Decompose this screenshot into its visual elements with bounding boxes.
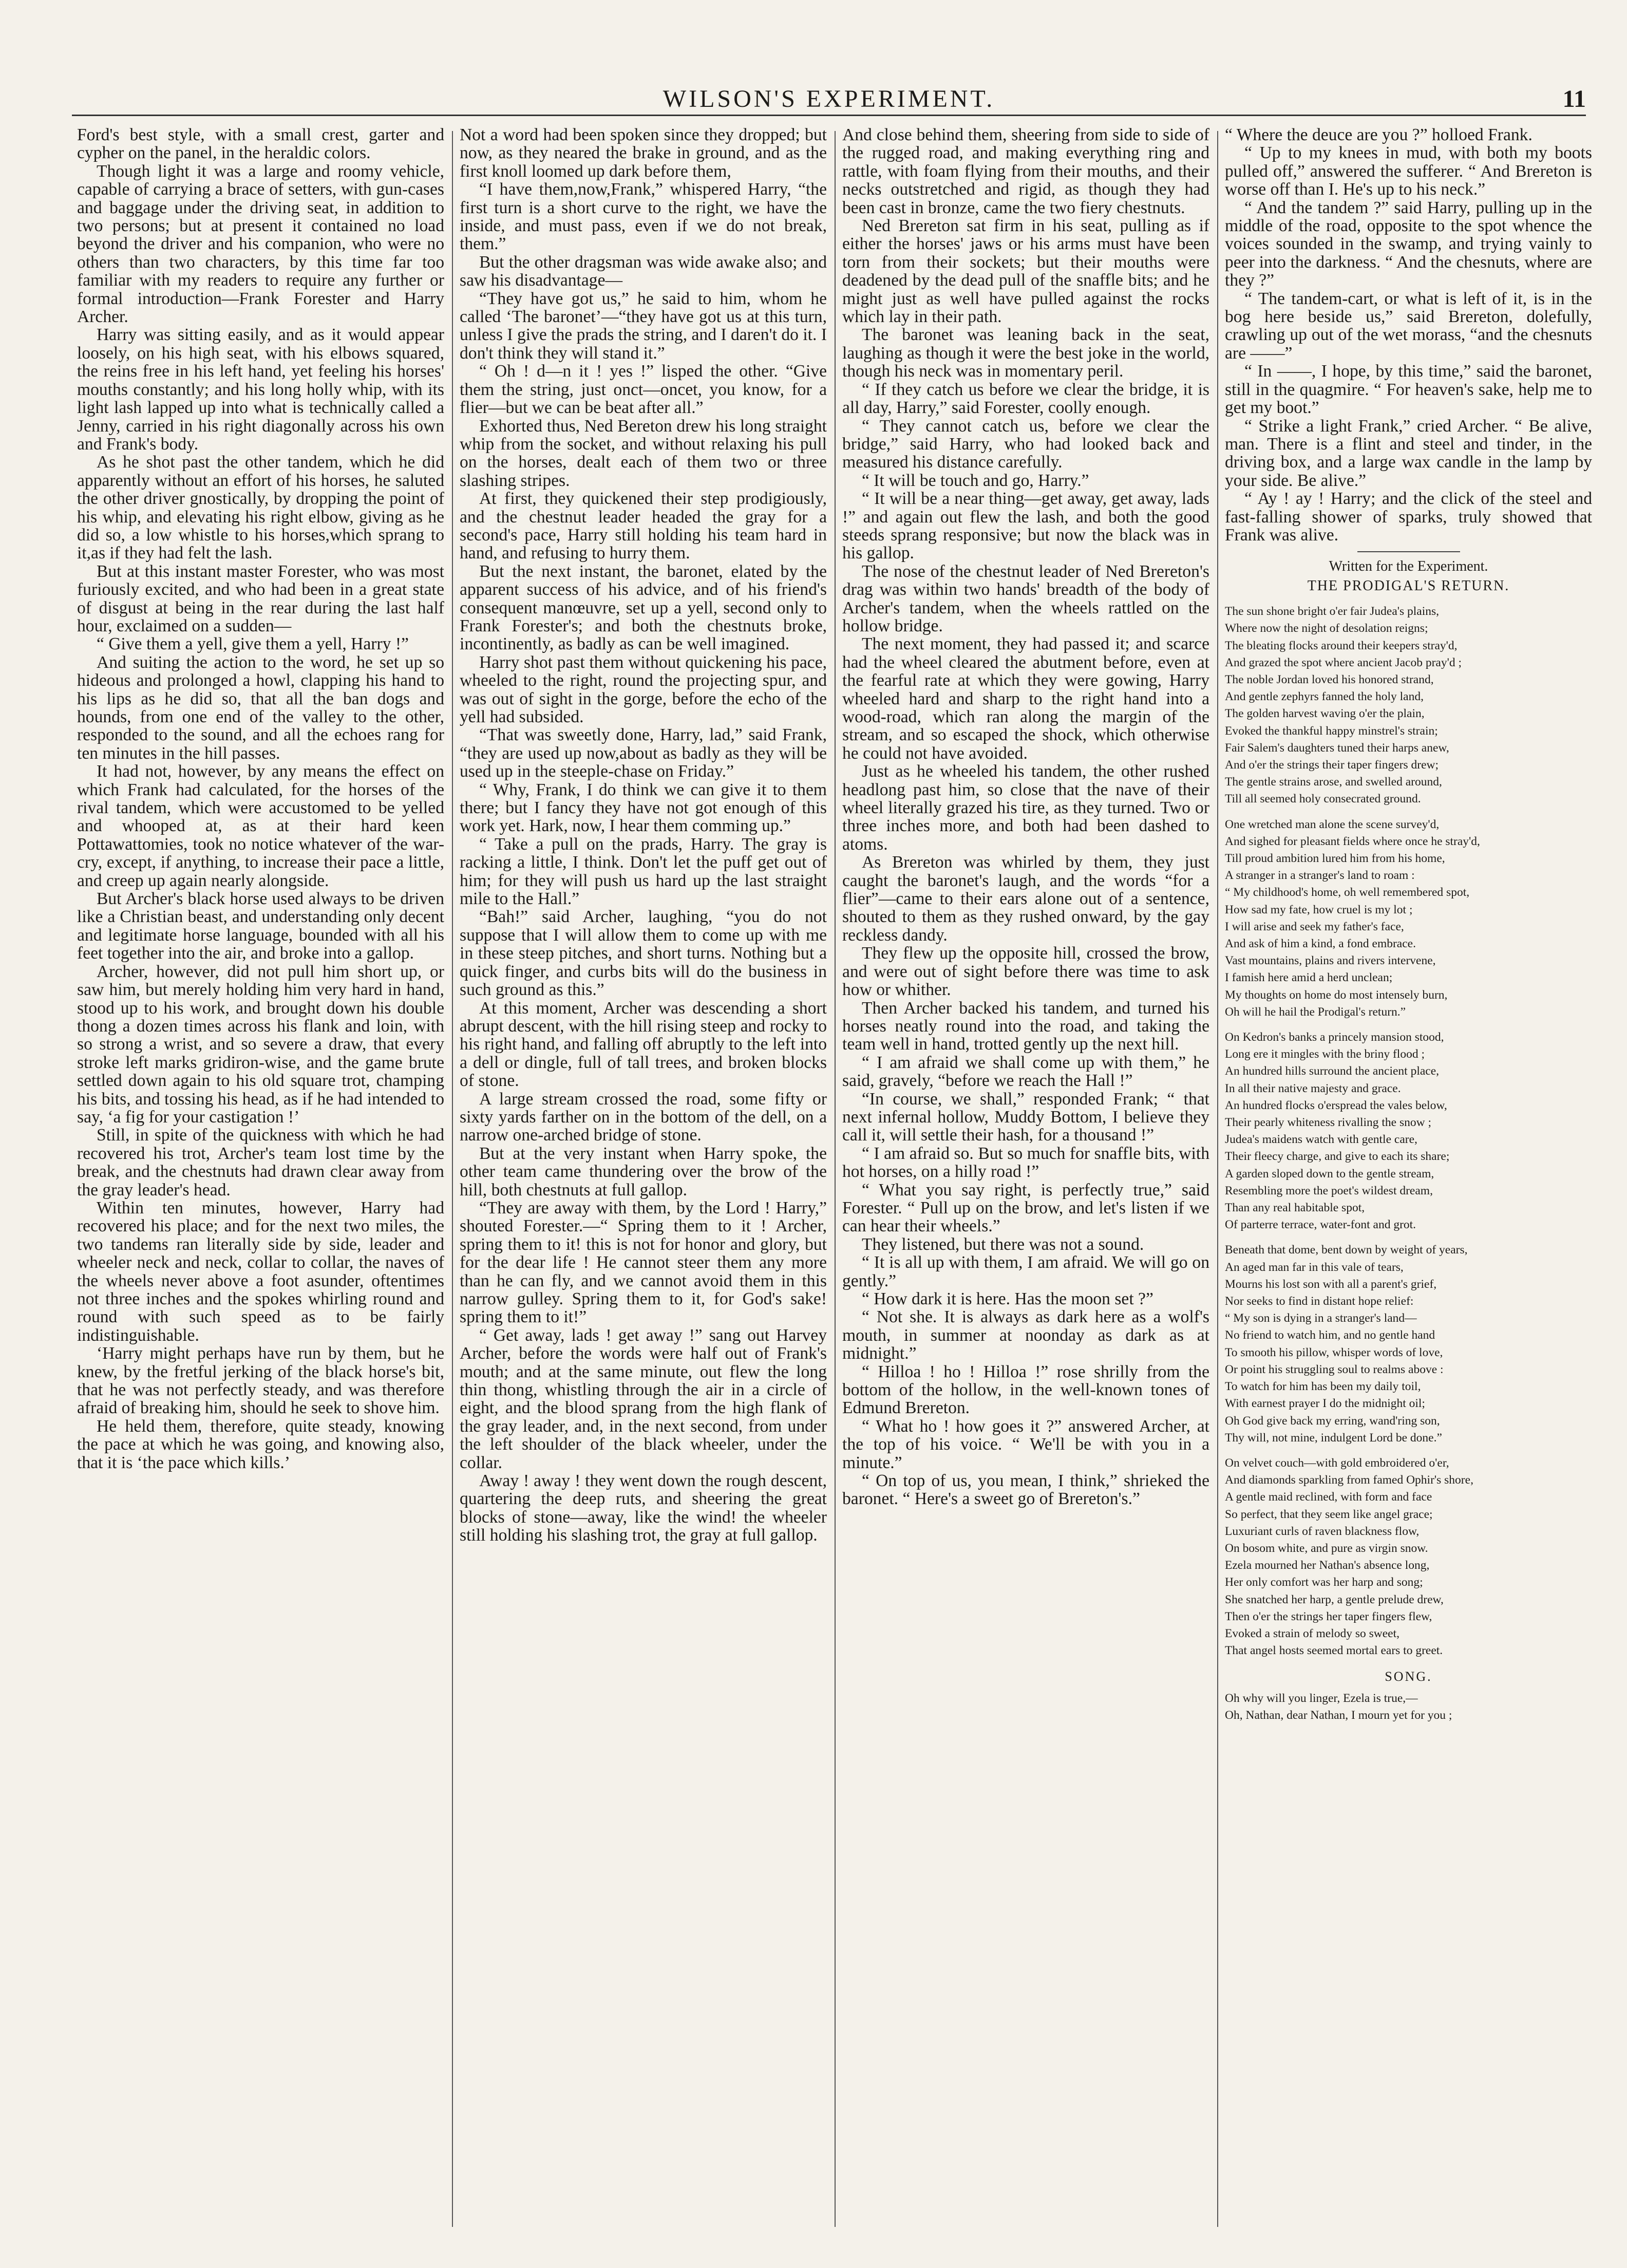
poem-line: On Kedron's banks a princely mansion stood, xyxy=(1225,1030,1444,1044)
paragraph: Away ! away ! they went down the rough descent, quartering the deep ruts, and sheering the great blocks of stone—away, like the wind! the wheeler still holding his slashing trot, the gray at full gallop. xyxy=(460,1471,827,1545)
paragraph: Harry shot past them without quickening his pace, wheeled to the right, round the projecting spur, and was out of sight in the gorge, before the echo of the yell had subsided. xyxy=(460,652,827,726)
paragraph: “ Hilloa ! ho ! Hilloa !” rose shrilly from the bottom of the hollow, in the well-known tones of Edmund Brereton. xyxy=(842,1362,1209,1418)
paragraph: “ Get away, lads ! get away !” sang out Harvey Archer, before the words were half out of Frank's mouth; and at the same minute, out flew the long thin thong, whistling through the air in a circle of eight, and the blood sprang from the high flank of the gray leader, and, in the next second, from under the left shoulder of the black wheeler, under the collar. xyxy=(460,1325,827,1472)
paragraph: “ Strike a light Frank,” cried Archer. “ Be alive, man. There is a flint and steel and tinder, in the driving box, and a large wax candle in the lamp by your side. Be alive.” xyxy=(1225,416,1592,490)
paragraph: “ On top of us, you mean, I think,” shrieked the baronet. “ Here's a sweet go of Brereton's.” xyxy=(842,1471,1209,1509)
paragraph: Not a word had been spoken since they dropped; but now, as they neared the brake in ground, and as the first knoll loomed up dark before them, xyxy=(460,126,827,181)
poem-line: That angel hosts seemed mortal ears to greet. xyxy=(1225,1644,1443,1658)
poem-stanza xyxy=(1225,816,1592,1021)
paragraph: As he shot past the other tandem, which he did apparently without an effort of his horses, he saluted the other driver gnostically, by dropping the point of his whip, and elevating his right elbow, giving as he did so, a low whistle to his horses,which sprang to it,as if they had felt the lash. xyxy=(77,453,444,563)
poem-line: Evoked a strain of melody so sweet, xyxy=(1225,1626,1400,1640)
poem-line: And grazed the spot where ancient Jacob pray'd ; xyxy=(1225,655,1462,669)
poem-line: And gentle zephyrs fanned the holy land, xyxy=(1225,690,1424,704)
poem-line: “ My son is dying in a stranger's land— xyxy=(1225,1311,1417,1325)
paragraph: “ I am afraid we shall come up with them,” he said, gravely, “before we reach the Hall !” xyxy=(842,1053,1209,1091)
poem-line: “ My childhood's home, oh well remembered spot, xyxy=(1225,886,1470,899)
poem-line: Nor seeks to find in distant hope relief: xyxy=(1225,1295,1414,1308)
poem-line: And o'er the strings their taper fingers drew; xyxy=(1225,758,1439,772)
poem-line: In all their native majesty and grace. xyxy=(1225,1081,1401,1095)
poem-line: One wretched man alone the scene survey'd, xyxy=(1225,817,1440,831)
paragraph: The baronet was leaning back in the seat, laughing as though it were the best joke in the world, though his neck was in momentary peril. xyxy=(842,325,1209,381)
column-3 xyxy=(842,126,1209,2232)
paragraph: “Bah!” said Archer, laughing, “you do not suppose that I will allow them to come up with me in these steep pitches, and short turns. Nothing but a quick finger, and curbs bits will do the business in such ground as this.” xyxy=(460,907,827,1000)
poem-line: Where now the night of desolation reigns; xyxy=(1225,622,1428,635)
paragraph: “ It is all up with them, I am afraid. We will go on gently.” xyxy=(842,1253,1209,1290)
poem-line: Than any real habitable spot, xyxy=(1225,1201,1365,1215)
poem-line: With earnest prayer I do the midnight oil; xyxy=(1225,1397,1425,1411)
paragraph: Exhorted thus, Ned Bereton drew his long straight whip from the socket, and without relaxing his pull on the horses, dealt each of them two or three slashing stripes. xyxy=(460,416,827,490)
paragraph: Harry was sitting easily, and as it would appear loosely, on his high seat, with his elbows squared, the reins free in his left hand, yet feeling his horses' mouths constantly; and his long holly whip, with its light lash lapped up into what is technically called a Jenny, carried in his right diagonally across his own and Frank's body. xyxy=(77,325,444,454)
poem-line: The gentle strains arose, and swelled around, xyxy=(1225,775,1442,789)
poem-line: On velvet couch—with gold embroidered o'er, xyxy=(1225,1456,1449,1470)
paragraph: Archer, however, did not pull him short up, or saw him, but merely holding him very hard in hand, stood up to his work, and brought down his double thong a dozen times across his flank and loin, with so strong a wrist, and so severe a draw, that every stroke left marks gridiron-wise, and the game brute settled down again to his old square trot, champing his bits, and tossing his head, as if he had intended to say, ‘a fig for your castigation !’ xyxy=(77,962,444,1127)
song-line: Oh, Nathan, dear Nathan, I mourn yet for you ; xyxy=(1225,1708,1452,1722)
paragraph: “ Why, Frank, I do think we can give it to them there; but I fancy they have not got enough of this work yet. Hark, now, I hear them comming up.” xyxy=(460,780,827,836)
paragraph: Ned Brereton sat firm in his seat, pulling as if either the horses' jaws or his arms must have been torn from their sockets; but their mouths were deadened by the dead pull of the snaffle bits; and he might just as well have pulled against the rocks which lay in their path. xyxy=(842,216,1209,327)
paragraph: “ Where the deuce are you ?” holloed Frank. xyxy=(1225,126,1533,144)
poem-line: Fair Salem's daughters tuned their harps anew, xyxy=(1225,741,1449,755)
column-4 xyxy=(1225,126,1592,2232)
poem-line: Long ere it mingles with the briny flood ; xyxy=(1225,1047,1425,1061)
poem-line: So perfect, that they seem like angel grace; xyxy=(1225,1507,1433,1521)
paragraph: They flew up the opposite hill, crossed the brow, and were out of sight before there was time to ask how or whither. xyxy=(842,944,1209,1000)
poem-line: Evoked the thankful happy minstrel's strain; xyxy=(1225,724,1438,738)
paragraph: But Archer's black horse used always to be driven like a Christian beast, and understanding only decent and legitimate horse language, bounded with all his feet together into the air, and broke into a gallop. xyxy=(77,889,444,963)
poem-line: Oh God give back my erring, wand'ring son, xyxy=(1225,1414,1440,1428)
poem-line: And sighed for pleasant fields where once he stray'd, xyxy=(1225,834,1480,848)
paragraph: “ Give them a yell, give them a yell, Harry !” xyxy=(97,634,409,654)
poem-title: THE PRODIGAL'S RETURN. xyxy=(1307,577,1510,594)
paragraph: And close behind them, sheering from side to side of the rugged road, and making everything ring and rattle, with foam flying from their mouths, and their necks outstretched and rigid, as though they had been cast in bronze, came the two fiery chestnuts. xyxy=(842,126,1209,217)
paragraph: But the next instant, the baronet, elated by the apparent success of his advice, and of his friend's consequent manœuvre, set up a yell, second only to Frank Forester's; and both the chestnuts broke, incontinently, as badly as can be well imagined. xyxy=(460,561,827,654)
poem-line: A gentle maid reclined, with form and face xyxy=(1225,1490,1432,1504)
paragraph: At first, they quickened their step prodigiously, and the chestnut leader headed the gray for a second's pace, Harry still holding his team hard in hand, and refusing to hurry them. xyxy=(460,489,827,563)
page-number: 11 xyxy=(1562,85,1586,113)
section-rule xyxy=(1357,551,1460,552)
poem-line: Beneath that dome, bent down by weight of years, xyxy=(1225,1243,1468,1257)
poem-line: An hundred hills surround the ancient place, xyxy=(1225,1064,1440,1078)
paragraph: “They have got us,” he said to him, whom he called ‘The baronet’—“they have got us at this turn, unless I give the prads the string, and I daren't do it. I don't think they will stand it.” xyxy=(460,289,827,363)
poem-line: My thoughts on home do most intensely burn, xyxy=(1225,988,1448,1002)
poem-line: Judea's maidens watch with gentle care, xyxy=(1225,1133,1417,1147)
poem-line: Of parterre terrace, water-font and grot. xyxy=(1225,1218,1416,1232)
poem-credit: Written for the Experiment. xyxy=(1329,558,1488,575)
paragraph: They listened, but there was not a sound. xyxy=(862,1234,1144,1254)
paragraph: “ In ——, I hope, by this time,” said the baronet, still in the quagmire. “ For heaven's sake, help me to get my boot.” xyxy=(1225,362,1592,418)
text-columns xyxy=(77,126,1592,2232)
poem-body xyxy=(1225,603,1592,1659)
poem-line: Their fleecy charge, and give to each its share; xyxy=(1225,1150,1450,1164)
song-line: Oh why will you linger, Ezela is true,— xyxy=(1225,1691,1418,1705)
paragraph: And suiting the action to the word, he set up so hideous and prolonged a howl, clapping his hand to his lips as he did so, that all the ban dogs and hounds, from one end of the valley to the other, responded to the sound, and all the echoes rang for ten minutes in the hill passes. xyxy=(77,652,444,763)
poem-line: I will arise and seek my father's face, xyxy=(1225,920,1404,933)
column-divider xyxy=(1217,131,1218,2227)
poem-line: Or point his struggling soul to realms above : xyxy=(1225,1362,1444,1376)
paragraph: At this moment, Archer was descending a short abrupt descent, with the hill rising steep and rocky to his right hand, and falling off abruptly to the left into a dell or dingle, full of tall trees, and broken blocks of stone. xyxy=(460,998,827,1091)
story-continuation xyxy=(1225,126,1592,544)
poem-stanza xyxy=(1225,1455,1592,1659)
paragraph: “ It will be a near thing—get away, get away, lads !” and again out flew the lash, and both the good steeds sprang responsive; but now the black was in his gallop. xyxy=(842,489,1209,563)
poem-line: Their pearly whiteness rivalling the snow ; xyxy=(1225,1116,1432,1130)
paragraph: A large stream crossed the road, some fifty or sixty yards farther on in the bottom of the dell, on a narrow one-arched bridge of stone. xyxy=(460,1089,827,1145)
paragraph: “ Not she. It is always as dark here as a wolf's mouth, in summer at noonday as dark as at midnight.” xyxy=(842,1307,1209,1363)
song-title: SONG. xyxy=(1385,1669,1432,1684)
poem-line: On bosom white, and pure as virgin snow. xyxy=(1225,1541,1428,1555)
poem-line: How sad my fate, how cruel is my lot ; xyxy=(1225,903,1413,916)
paragraph: “ And the tandem ?” said Harry, pulling up in the middle of the road, opposite to the spot whence the voices sounded in the swamp, and trying vainly to peer into the darkness. “ And the chesnuts, where are they ?” xyxy=(1225,198,1592,290)
paragraph: He held them, therefore, quite steady, knowing the pace at which he was going, and knowing also, that it is ‘the pace which kills.’ xyxy=(77,1416,444,1472)
poem-line: Resembling more the poet's wildest dream, xyxy=(1225,1184,1433,1197)
poem-line: And diamonds sparkling from famed Ophir's shore, xyxy=(1225,1473,1473,1487)
paragraph: “ Ay ! ay ! Harry; and the click of the steel and fast-falling shower of sparks, truly showed that Frank was alive. xyxy=(1225,489,1592,545)
poem-line: No friend to watch him, and no gentle hand xyxy=(1225,1328,1435,1342)
paragraph: But the other dragsman was wide awake also; and saw his disadvantage— xyxy=(460,252,827,290)
poem-stanza xyxy=(1225,603,1592,808)
paragraph: “That was sweetly done, Harry, lad,” said Frank, “they are used up now,about as badly as they will be used up in the steeple-chase on Friday.” xyxy=(460,725,827,781)
paragraph: But at the very instant when Harry spoke, the other team came thundering over the brow of the hill, both chestnuts at full gallop. xyxy=(460,1144,827,1199)
poem-line: A garden sloped down to the gentle stream, xyxy=(1225,1167,1434,1180)
paragraph: The next moment, they had passed it; and scarce had the wheel cleared the abutment before, even at the fearful rate at which they were gowing, Harry wheeled hard and sharp to the right hand into a wood-road, which ran along the margin of the stream, and so escaped the shock, which otherwise he could not have avoided. xyxy=(842,634,1209,763)
column-divider xyxy=(835,131,836,2227)
poem-line: The noble Jordan loved his honored strand, xyxy=(1225,672,1434,686)
paragraph: The nose of the chestnut leader of Ned Brereton's drag was within two hands' breadth of the body of Archer's tandem, when the wheels rattled on the hollow bridge. xyxy=(842,561,1209,635)
paragraph: ‘Harry might perhaps have run by them, but he knew, by the fretful jerking of the black horse's bit, that he was not perfectly steady, and was therefore afraid of breaking him, should he seek to shove him. xyxy=(77,1344,444,1418)
poem-line: Till proud ambition lured him from his home, xyxy=(1225,852,1445,865)
paragraph: “ Take a pull on the prads, Harry. The gray is racking a little, I think. Don't let the puff get out of him; for they will push us hard up the last straight mile to the Hall.” xyxy=(460,834,827,909)
paragraph: “ What you say right, is perfectly true,” said Forester. “ Pull up on the brow, and let's listen if we can hear their wheels.” xyxy=(842,1180,1209,1236)
poem-line: And ask of him a kind, a fond embrace. xyxy=(1225,937,1416,951)
paragraph: Though light it was a large and roomy vehicle, capable of carrying a brace of setters, with gun-cases and baggage under the driving seat, in addition to two persons; but at present it contained no load beyond the driver and his companion, who were no others than two characters, by this time far too familiar with my readers to require any further or formal introduction—Frank Forester and Harry Archer. xyxy=(77,161,444,327)
paragraph: “ It will be touch and go, Harry.” xyxy=(862,471,1089,490)
poem-line: Ezela mourned her Nathan's absence long, xyxy=(1225,1559,1430,1572)
poem-line: Her only comfort was her harp and song; xyxy=(1225,1576,1423,1589)
paragraph: Then Archer backed his tandem, and turned his horses neatly round into the road, and taking the team well in hand, trotted gently up the next hill. xyxy=(842,998,1209,1054)
poem-line: To smooth his pillow, whisper words of love, xyxy=(1225,1345,1443,1359)
poem-line: An aged man far in this vale of tears, xyxy=(1225,1260,1404,1274)
paragraph: “ Oh ! d—n it ! yes !” lisped the other. “Give them the string, just onct—oncet, you know, for a flier—but we can be beat after all.” xyxy=(460,362,827,418)
running-title: WILSON'S EXPERIMENT. xyxy=(663,85,995,113)
poem-line: A stranger in a stranger's land to roam : xyxy=(1225,869,1415,883)
paragraph: “ They cannot catch us, before we clear the bridge,” said Harry, who had looked back and measured his distance carefully. xyxy=(842,416,1209,472)
page-header xyxy=(72,85,1586,121)
paragraph: Ford's best style, with a small crest, garter and cypher on the panel, in the heraldic colors. xyxy=(77,126,444,163)
paragraph: As Brereton was whirled by them, they just caught the baronet's laugh, and the words “for a flier”—came to their ears alone out of a sentence, shouted to them as they rushed onward, by the gay reckless dandy. xyxy=(842,853,1209,945)
column-1 xyxy=(77,126,444,2232)
paragraph: “In course, we shall,” responded Frank; “ that next infernal hollow, Muddy Bottom, I believe they call it, will settle their hash, for a thousand !” xyxy=(842,1089,1209,1145)
paragraph: Just as he wheeled his tandem, the other rushed headlong past him, so close that the nave of their wheel literally grazed his tire, as they turned. Two or three inches more, and both had been dashed to atoms. xyxy=(842,762,1209,854)
paragraph: Still, in spite of the quickness with which he had recovered his trot, Archer's team lost time by the break, and the chestnuts had drawn clear away from the gray leader's head. xyxy=(77,1126,444,1199)
paragraph: “ Up to my knees in mud, with both my boots pulled off,” answered the sufferer. “ And Brereton is worse off than I. He's up to his neck.” xyxy=(1225,143,1592,199)
poem-line: Oh will he hail the Prodigal's return.” xyxy=(1225,1005,1406,1019)
poem-line: To watch for him has been my daily toil, xyxy=(1225,1380,1421,1394)
poem-line: An hundred flocks o'erspread the vales below, xyxy=(1225,1098,1447,1112)
paragraph: “ What ho ! how goes it ?” answered Archer, at the top of his voice. “ We'll be with you in a minute.” xyxy=(842,1416,1209,1472)
poem-line: She snatched her harp, a gentle prelude drew, xyxy=(1225,1592,1444,1606)
poem-line: Luxuriant curls of raven blackness flow, xyxy=(1225,1524,1420,1538)
poem-line: The bleating flocks around their keepers stray'd, xyxy=(1225,639,1458,652)
poem-line: The golden harvest waving o'er the plain, xyxy=(1225,707,1425,721)
poem-line: Then o'er the strings her taper fingers flew, xyxy=(1225,1609,1432,1623)
paragraph: “ I am afraid so. But so much for snaffle bits, with hot horses, on a hilly road !” xyxy=(842,1144,1209,1182)
poem-line: Thy will, not mine, indulgent Lord be done.” xyxy=(1225,1431,1442,1445)
poem-line: I famish here amid a herd unclean; xyxy=(1225,971,1393,985)
paragraph: But at this instant master Forester, who was most furiously excited, and who had been in a great state of disgust at being in the rear during the last half hour, exclaimed on a sudden— xyxy=(77,561,444,635)
header-rule xyxy=(72,115,1586,116)
paragraph: “They are away with them, by the Lord ! Harry,” shouted Forester.—“ Spring them to it ! Archer, spring them to it! this is not for honor and glory, but for the dear life ! He cannot steer them any more than he can fly, and we cannot avoid them in this narrow gulley. Spring them to it, for God's sake! spring them to it!” xyxy=(460,1198,827,1327)
paragraph: “ The tandem-cart, or what is left of it, is in the bog here beside us,” said Brereton, dolefully, crawling up out of the wet morass, “and the chesnuts are ——” xyxy=(1225,289,1592,363)
column-divider xyxy=(452,131,453,2227)
poem-stanza xyxy=(1225,1242,1592,1446)
column-2 xyxy=(460,126,827,2232)
song-body xyxy=(1225,1690,1592,1724)
poem-line: Vast mountains, plains and rivers intervene, xyxy=(1225,954,1436,968)
poem-line: Mourns his lost son with all a parent's grief, xyxy=(1225,1277,1437,1291)
paragraph: Within ten minutes, however, Harry had recovered his place; and for the next two miles, the two tandems ran literally side by side, leader and wheeler neck and neck, collar to collar, the naves of the wheels never above a foot asunder, oftentimes not three inches and the spokes whirling round and round with such speed as to be fairly indistinguishable. xyxy=(77,1198,444,1345)
poem-line: The sun shone bright o'er fair Judea's plains, xyxy=(1225,605,1440,618)
paragraph: “ If they catch us before we clear the bridge, it is all day, Harry,” said Forester, coolly enough. xyxy=(842,380,1209,418)
poem-stanza xyxy=(1225,1029,1592,1233)
paragraph: It had not, however, by any means the effect on which Frank had calculated, for the horses of the rival tandem, which were accustomed to be yelled and whooped at, as at their hard keen Pottawattomies, took no notice whatever of the war-cry, except, if anything, to increase their pace a little, and creep up again nearly alongside. xyxy=(77,762,444,890)
paragraph: “ How dark it is here. Has the moon set ?” xyxy=(862,1289,1153,1308)
paragraph: “I have them,now,Frank,” whispered Harry, “the first turn is a short curve to the right, we have the inside, and must pass, even if we do not break, them.” xyxy=(460,180,827,254)
poem-line: Till all seemed holy consecrated ground. xyxy=(1225,792,1421,806)
